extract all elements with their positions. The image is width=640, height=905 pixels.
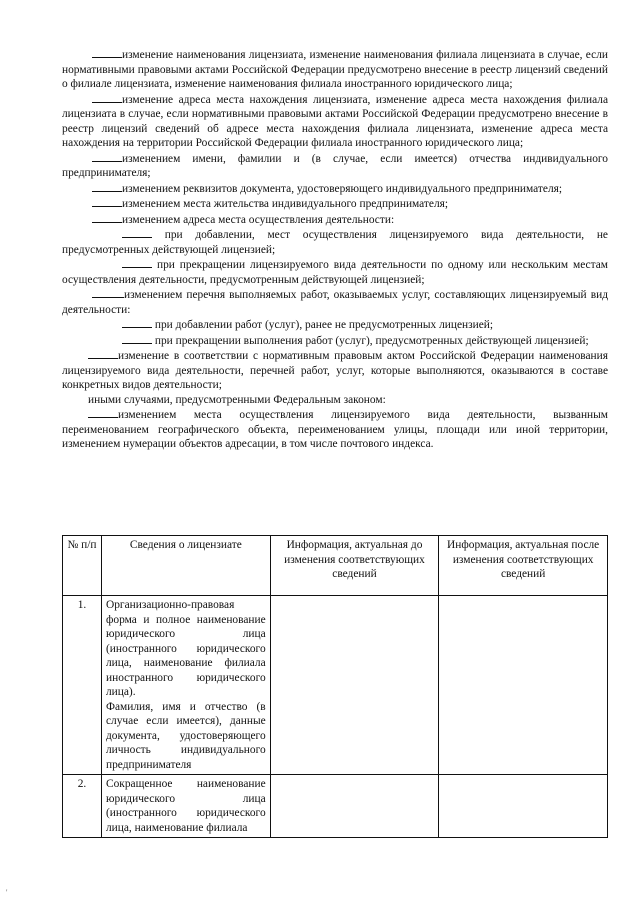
checkbox-blank[interactable] <box>88 407 118 418</box>
checkbox-blank[interactable] <box>122 333 152 344</box>
paragraph: изменением реквизитов документа, удостоверяющего индивидуального предпринимателя; <box>62 181 608 197</box>
checkbox-blank[interactable] <box>92 181 122 192</box>
row-number: 1. <box>63 596 102 775</box>
paragraph: при прекращении выполнения работ (услуг), предусмотренных действующей лицензией; <box>62 333 608 349</box>
table-row <box>63 596 608 775</box>
paragraph: изменение адреса места нахождения лицензиата, изменение адреса места нахождения филиала лицензиата в случае, если нормативными правовыми актами Российской Федерации предусмотрено внесение в реестр лицензий сведений об адресе места нахождения филиала лицензиата, изменение адреса места нахождения на территории Российской Федерации филиала иностранного юридического лица; <box>62 93 608 149</box>
document-body <box>62 47 608 452</box>
paragraph: при добавлении, мест осуществления лицензируемого вида деятельности, не предусмотренных действующей лицензией; <box>62 229 608 256</box>
paragraph: изменением места жительства индивидуального предпринимателя; <box>62 196 608 212</box>
paragraph: при добавлении работ (услуг), ранее не предусмотренных лицензией; <box>62 317 608 333</box>
paragraph: изменением перечня выполняемых работ, оказываемых услуг, составляющих лицензируемый вид деятельности: <box>62 289 608 316</box>
after-value-cell[interactable] <box>439 596 608 775</box>
checkbox-blank[interactable] <box>88 348 118 359</box>
checkbox-blank[interactable] <box>92 287 124 298</box>
paragraph: изменением места осуществления лицензируемого вида деятельности, вызванным переименованием географического объекта, переименованием улицы, площади или иной территории, изменением нумерации объектов адресации, в том числе почтового индекса. <box>62 409 608 450</box>
margin-mark: ' <box>6 888 8 897</box>
header-number: № п/п <box>63 536 102 596</box>
paragraph: изменение наименования лицензиата, изменение наименования филиала лицензиата в случае, если нормативными правовыми актами Российской Федерации предусмотрено внесение в реестр лицензий сведений о филиале лицензиата, изменение наименования филиала иностранного юридического лица; <box>62 49 608 90</box>
row-label: Организационно-правовая форма и полное наименование юридического лица (иностранного юридического лица, наименование филиала иностранного юридического лица). Фамилия, имя и отчество (в случае если имеется), данные документа, удостоверяющего личность индивидуального предпринимателя <box>102 596 271 775</box>
checkbox-blank[interactable] <box>92 92 122 103</box>
before-value-cell[interactable] <box>270 775 439 838</box>
table-row <box>63 775 608 838</box>
checkbox-blank[interactable] <box>92 151 122 162</box>
header-licensee-info: Сведения о лицензиате <box>102 536 271 596</box>
checkbox-blank[interactable] <box>92 212 122 223</box>
header-before-change: Информация, актуальная до изменения соответствующих сведений <box>270 536 439 596</box>
licensee-info-table <box>62 535 608 838</box>
checkbox-blank[interactable] <box>122 227 152 238</box>
paragraph: иными случаями, предусмотренными Федеральным законом: <box>88 393 386 406</box>
paragraph: изменение в соответствии с нормативным правовым актом Российской Федерации наименования лицензируемого вида деятельности, перечней работ, услуг, которые выполняются, оказываются в составе конкретных видов деятельности; <box>62 350 608 391</box>
paragraph: изменением адреса места осуществления деятельности: <box>62 212 608 228</box>
checkbox-blank[interactable] <box>92 47 122 58</box>
header-after-change: Информация, актуальная после изменения соответствующих сведений <box>439 536 608 596</box>
checkbox-blank[interactable] <box>122 257 152 268</box>
paragraph: при прекращении лицензируемого вида деятельности по одному или нескольким местам осуществления деятельности, предусмотренным действующей лицензией; <box>62 259 608 286</box>
row-label: Сокращенное наименование юридического лица (иностранного юридического лица, наименование филиала <box>102 775 271 838</box>
checkbox-blank[interactable] <box>92 196 122 207</box>
after-value-cell[interactable] <box>439 775 608 838</box>
checkbox-blank[interactable] <box>122 317 152 328</box>
row-number: 2. <box>63 775 102 838</box>
before-value-cell[interactable] <box>270 596 439 775</box>
table-header-row <box>63 536 608 596</box>
paragraph: изменением имени, фамилии и (в случае, если имеется) отчества индивидуального предпринимателя; <box>62 152 608 179</box>
